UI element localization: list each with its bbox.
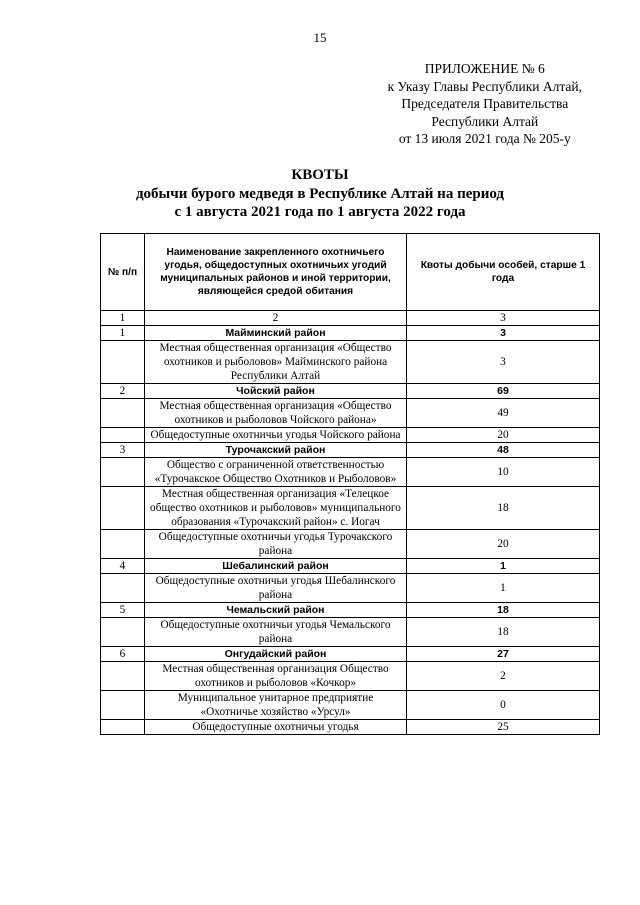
cell-quota: 3 bbox=[407, 341, 600, 384]
table-row bbox=[101, 691, 600, 720]
cell-num: 2 bbox=[101, 384, 145, 399]
appendix-line: к Указу Главы Республики Алтай, bbox=[387, 78, 582, 94]
title-line: с 1 августа 2021 года по 1 августа 2022 года bbox=[174, 204, 466, 220]
cell-num bbox=[101, 399, 145, 428]
page-number: 15 bbox=[313, 30, 327, 45]
cell-name: Общедоступные охотничьи угодья Чемальского района bbox=[145, 618, 407, 647]
table-row bbox=[101, 530, 600, 559]
appendix-header bbox=[388, 60, 582, 148]
cell-name: Общедоступные охотничьи угодья Чойского района bbox=[145, 428, 407, 443]
title-line: добычи бурого медведя в Республике Алтай на период bbox=[135, 185, 505, 202]
cell-num: 4 bbox=[101, 559, 145, 574]
cell-name: Местная общественная организация Общество охотников и рыболовов «Кочкор» bbox=[145, 662, 407, 691]
col-number: 1 bbox=[101, 311, 145, 326]
cell-name: Чемальский район bbox=[145, 603, 407, 618]
col-number: 2 bbox=[145, 311, 407, 326]
table-row bbox=[101, 662, 600, 691]
table-row bbox=[101, 574, 600, 603]
district-row bbox=[101, 326, 600, 341]
cell-num bbox=[101, 574, 145, 603]
district-row bbox=[101, 647, 600, 662]
cell-quota: 18 bbox=[407, 603, 600, 618]
table-row bbox=[101, 399, 600, 428]
appendix-line: от 13 июля 2021 года № 205-у bbox=[398, 131, 571, 146]
col-number: 3 bbox=[407, 311, 600, 326]
document-title bbox=[0, 166, 640, 222]
cell-quota: 0 bbox=[407, 691, 600, 720]
cell-quota: 69 bbox=[407, 384, 600, 399]
header-name: Наименование закрепленного охотничьего угодья, общедоступных охотничьих угодий муниципальных районов и иной территории, являющейся средой обитания bbox=[145, 234, 407, 311]
cell-name: Онгудайский район bbox=[145, 647, 407, 662]
cell-name: Муниципальное унитарное предприятие «Охотничье хозяйство «Урсул» bbox=[145, 691, 407, 720]
table-row bbox=[101, 458, 600, 487]
table-row bbox=[101, 720, 600, 735]
table-row bbox=[101, 341, 600, 384]
cell-quota: 10 bbox=[407, 458, 600, 487]
cell-num: 3 bbox=[101, 443, 145, 458]
appendix-line: Председателя Правительства bbox=[401, 96, 569, 111]
cell-quota: 49 bbox=[407, 399, 600, 428]
cell-num bbox=[101, 618, 145, 647]
cell-quota: 48 bbox=[407, 443, 600, 458]
cell-num bbox=[101, 458, 145, 487]
cell-quota: 1 bbox=[407, 559, 600, 574]
cell-quota: 20 bbox=[407, 530, 600, 559]
cell-num bbox=[101, 691, 145, 720]
cell-name: Общество с ограниченной ответственностью «Турочакское Общество Охотников и Рыболовов» bbox=[145, 458, 407, 487]
district-row bbox=[101, 443, 600, 458]
cell-name: Местная общественная организация «Общество охотников и рыболовов Чойского района» bbox=[145, 399, 407, 428]
cell-num: 6 bbox=[101, 647, 145, 662]
cell-name: Общедоступные охотничьи угодья Шебалинского района bbox=[145, 574, 407, 603]
cell-name: Чойский район bbox=[145, 384, 407, 399]
cell-num bbox=[101, 662, 145, 691]
appendix-line: ПРИЛОЖЕНИЕ № 6 bbox=[424, 61, 545, 76]
title-line: КВОТЫ bbox=[291, 167, 349, 183]
header-num: № п/п bbox=[101, 234, 145, 311]
table-row bbox=[101, 428, 600, 443]
cell-name: Общедоступные охотничьи угодья bbox=[145, 720, 407, 735]
appendix-line: Республики Алтай bbox=[431, 113, 539, 129]
cell-num bbox=[101, 487, 145, 530]
cell-num bbox=[101, 720, 145, 735]
column-numbers-row bbox=[101, 311, 600, 326]
cell-name: Турочакский район bbox=[145, 443, 407, 458]
table-header-row bbox=[101, 234, 600, 311]
district-row bbox=[101, 559, 600, 574]
cell-name: Местная общественная организация «Телецкое общество охотников и рыболовов» муниципального образования «Турочакский район» с. Иогач bbox=[145, 487, 407, 530]
cell-quota: 18 bbox=[407, 487, 600, 530]
cell-quota: 25 bbox=[407, 720, 600, 735]
cell-name: Шебалинский район bbox=[145, 559, 407, 574]
cell-num: 1 bbox=[101, 326, 145, 341]
district-row bbox=[101, 384, 600, 399]
cell-name: Местная общественная организация «Общество охотников и рыболовов» Майминского района Республики Алтай bbox=[145, 341, 407, 384]
cell-quota: 18 bbox=[407, 618, 600, 647]
cell-num bbox=[101, 341, 145, 384]
table-row bbox=[101, 487, 600, 530]
header-quota: Квоты добычи особей, старше 1 года bbox=[407, 234, 600, 311]
cell-quota: 20 bbox=[407, 428, 600, 443]
quota-table bbox=[100, 233, 600, 735]
cell-quota: 2 bbox=[407, 662, 600, 691]
cell-num: 5 bbox=[101, 603, 145, 618]
district-row bbox=[101, 603, 600, 618]
cell-quota: 1 bbox=[407, 574, 600, 603]
cell-name: Общедоступные охотничьи угодья Турочакского района bbox=[145, 530, 407, 559]
cell-name: Майминский район bbox=[145, 326, 407, 341]
cell-num bbox=[101, 530, 145, 559]
cell-quota: 3 bbox=[407, 326, 600, 341]
table-row bbox=[101, 618, 600, 647]
cell-num bbox=[101, 428, 145, 443]
cell-quota: 27 bbox=[407, 647, 600, 662]
